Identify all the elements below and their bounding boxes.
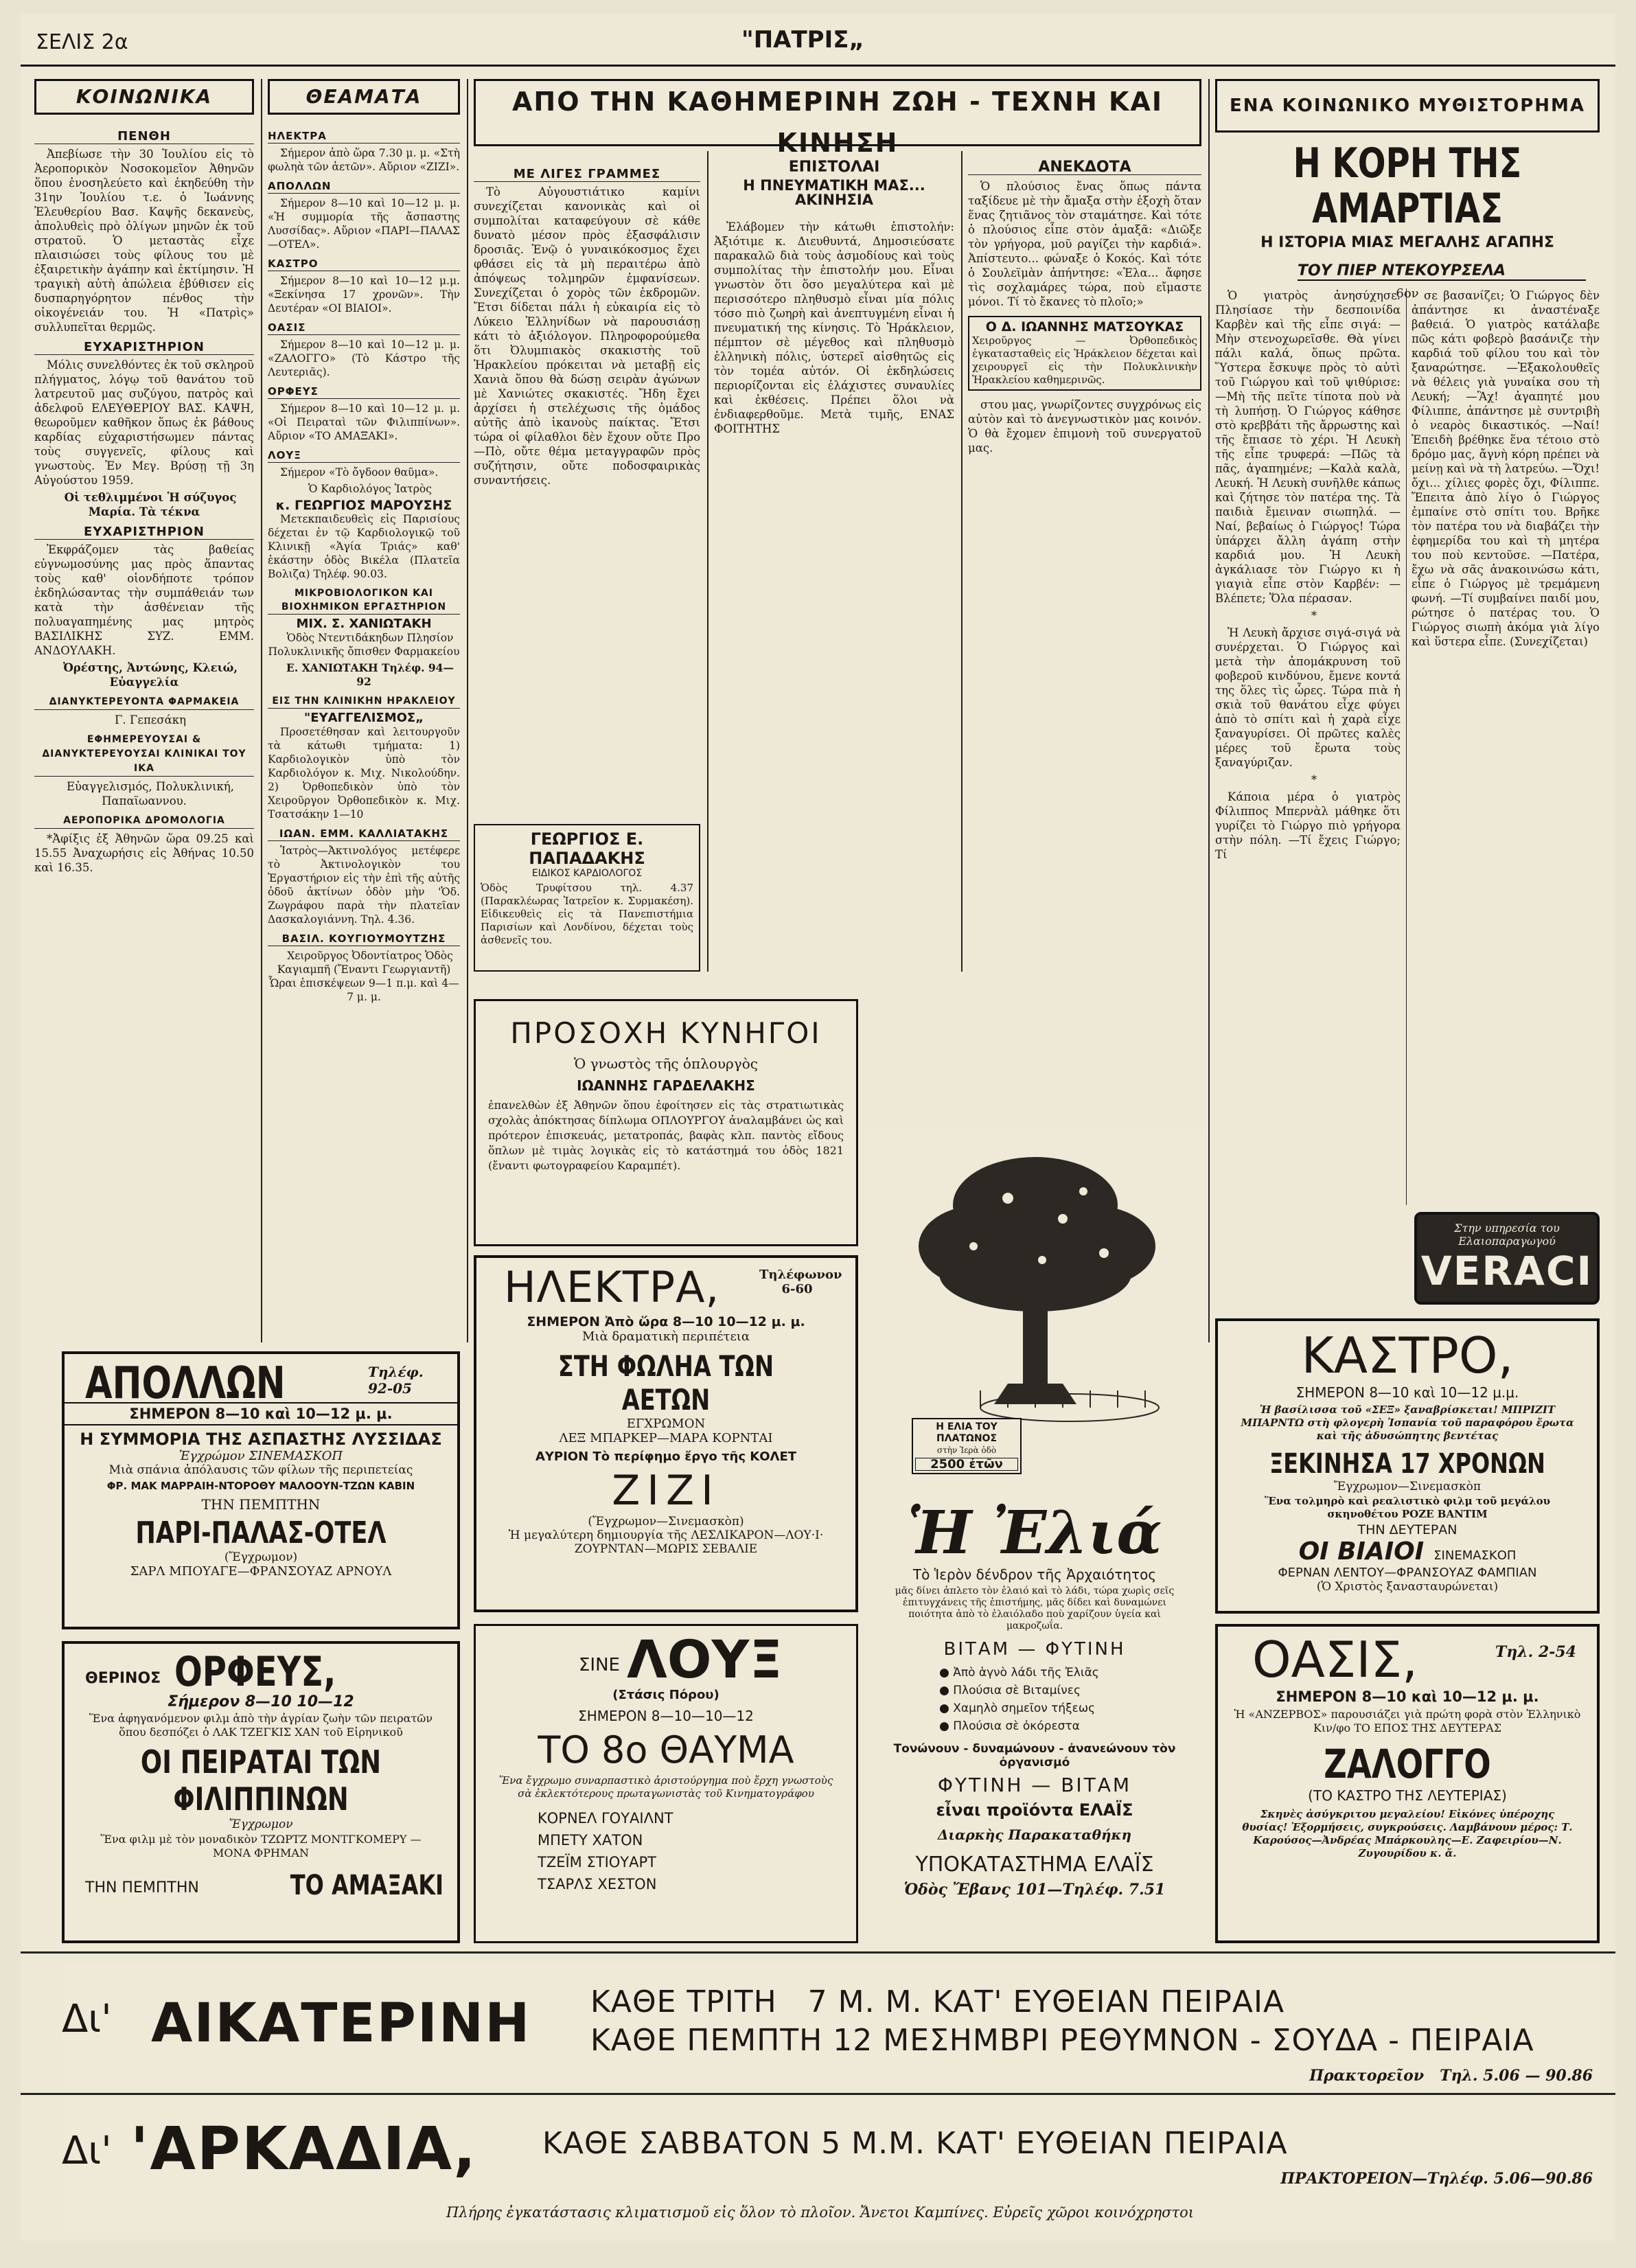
orfeus-ad: [62, 1641, 460, 1943]
daily-life-banner: [474, 79, 1201, 158]
oasis-film: ΖΑΛΟΓΓΟ: [1324, 1741, 1491, 1787]
lab-text: Ὁδὸς Ντεντιδάκηδων Πλησίον Πολυκλινικῆς ὄπισθεν Φαρμακείου: [268, 632, 460, 658]
efim-text: Εὐαγγελισμός, Πολυκλινική, Παπαϊωαννου.: [66, 780, 235, 807]
kastro-color2: ΣΙΝΕΜΑΣΚΟΠ: [1433, 1548, 1517, 1563]
oasis-times: ΣΗΜΕΡΟΝ 8—10 καὶ 10—12 μ. μ.: [1276, 1688, 1539, 1705]
elais-tag: Τονώνουν - δυναμώνουν - ἀνανεώνουν τὸν ὀργανισμό: [893, 1742, 1176, 1769]
penthi-text: Ἀπεβίωσε τὴν 30 Ἰουλίου εἰς τὸ Ἀεροπορικὸν Νοσοκομεῖον Ἀθηνῶν ὅπου ἐνοσηλεύετο καὶ ἐκηδεύθη τὴν 31ην Ἰουλίου τ.ε. ὁ Ἰωάννης Ἐλευθερίου Βασ. Καψῆς δεκανεὺς, ἀπολυθεὶς πρὸ ὀλίγων μηνῶν ἐκ τοῦ στρατοῦ. Ὁ μεταστὰς εἶχε πλαισιώσει τοὺς φίλους του μὲ ἐξαιρετικὴν ἀγάπην καὶ ἐκτίμησιν. Ἡ τραγικὴ αὐτὴ ἀπώλεια ἐβύθισεν εἰς δυσπαρηγόρητον πένθος τὴν οἰκογένειάν του. Ἡ «Πατρὶς» συλλυπεῖται θερμῶς.: [34, 148, 254, 334]
brief-title: ΜΕ ΛΙΓΕΣ ΓΡΑΜΜΕΣ: [474, 167, 700, 182]
novel-sep: *: [1311, 773, 1317, 786]
eux2-sign: Ὀρέστης, Ἀντώνης, Κλειώ, Εὐαγγελία: [62, 661, 238, 689]
lux-name: ΛΟΥΞ: [627, 1629, 783, 1690]
ilektra-name: ΗΛΕΚΤΡΑ,: [504, 1262, 720, 1312]
lux-cast-item: ΤΣΑΡΛΣ ΧΕΣΤΟΝ: [538, 1876, 657, 1892]
apollon-cast2: ΣΑΡΛ ΜΠΟΥΑΓΕ—ΦΡΑΝΣΟΥΑΖ ΑΡΝΟΥΛ: [130, 1564, 392, 1579]
penthi-title: ΠΕΝΘΗ: [34, 129, 254, 144]
doc3-text: Χειροῦργος Ὀδοντίατρος Ὁδὸς Καγιαμπῆ (Ἔναντι Γεωργιαντῆ) Ὧραι ἐπισκέψεων 9—1 π.μ. καὶ 4—7 μ. μ.: [268, 950, 459, 1003]
oasis-film-sub: (ΤΟ ΚΑΣΤΡΟ ΤΗΣ ΛΕΥΤΕΡΙΑΣ): [1308, 1787, 1507, 1804]
doc2-title: ΙΩΑΝ. ΕΜΜ. ΚΑΛΛΙΑΤΑΚΗΣ: [268, 827, 460, 841]
apollon-ad: [62, 1351, 460, 1629]
divider: [1208, 79, 1210, 1342]
clinic-name: "ΕΥΑΓΓΕΛΙΣΜΟΣ„: [303, 711, 424, 725]
novel-banner-title: ΕΝΑ ΚΟΙΝΩΝΙΚΟ ΜΥΘΙΣΤΟΡΗΜΑ: [1229, 95, 1586, 116]
ilektra-cast2: Ἡ μεγαλύτερη δημιουργία τῆς ΛΕΣΛΙΚΑΡΟΝ—ΛΟΥ·Ι· ΖΟΥΡΝΤΑΝ—ΜΩΡΙΣ ΣΕΒΑΛΙΕ: [508, 1528, 824, 1556]
elais-ad: [864, 1130, 1206, 1943]
apollon-next: ΤΗΝ ΠΕΜΠΤΗΝ: [201, 1496, 321, 1513]
elais-badge: Η ΕΛΙΑ ΤΟΥ ΠΛΑΤΩΝΟΣ στὴν Ἱερὰ ὁδὸ 2500 ἐτῶν: [912, 1418, 1022, 1474]
ilektra-tel: Τηλέφωνον 6-60: [759, 1268, 842, 1296]
letters-sub: Η ΠΝΕΥΜΑΤΙΚΗ ΜΑΣ... ΑΚΙΝΗΣΙΑ: [743, 177, 925, 208]
arkadia-office: ΠΡΑΚΤΟΡΕΙΟΝ—Τηλέφ. 5.06—90.86: [1280, 2170, 1593, 2188]
kastro-film: ΞΕΚΙΝΗΣΑ 17 ΧΡΟΝΩΝ: [1269, 1448, 1545, 1480]
brief-text: Τὸ Αὐγουστιάτικο καμίνι συνεχίζεται κανονικὰς καὶ οἱ συμπολίται καταφεύγουν σὲ κάθε δυνατὸ μέσον πρὸς ἐξασφάλισιν δροσιᾶς. Ἐνῷ ὁ γυναικόκοσμος ἔχει φθάσει εἰς τὰ μὴ περαιτέρω ἀπὸ ἀπόψεως τολμηρῶν ἐμφανίσεων. Συνεχίζεται ὁ χορὸς τῶν ἐκδρομῶν. Ἔτσι δίδεται πάλι ἡ εὐκαιρία εἰς τὸ Λύκειο Ἑλληνίδων νὰ παρουσιάσῃ κάτι τὸ ἀξιόλογον. Πληροφορούμεθα ὅτι Ὀλυμπιακὸς σκακιστὴς τοῦ Ἡρακλείου πρόκειται νὰ μεταβῇ εἰς Χανιὰ ὅπου θὰ δώσῃ σειρὰν ἀγώνων μὲ Χανιώτες σκακιστές. Ἤδη ἔχει ἀρχίσει ἡ στελέχωσις τῆς ὁμάδος αὐτῆς ἀπὸ ἱκανοὺς παίκτας. Ἔτσι τώρα οἱ φίλαθλοι δὲν ἔχουν οὔτε Προ—Πὸ, οὔτε θέμα μεταγγραφῶν πρὸς συζήτησιν, οὔτε ποδοσφαιρικὰς συναντήσεις.: [474, 185, 700, 487]
lab-name: ΜΙΧ. Σ. ΧΑΝΙΩΤΑΚΗ: [296, 617, 432, 631]
lux-cast-item: ΜΠΕΤΥ ΧΑΤΟΝ: [538, 1832, 643, 1848]
apollon-color: Ἐγχρώμον ΣΙΝΕΜΑΣΚΟΠ: [178, 1449, 343, 1463]
ilektra-film: ΣΤΗ ΦΩΛΗΑ ΤΩΝ ΑΕΤΩΝ: [557, 1349, 774, 1417]
header-rule: [21, 65, 1615, 67]
arkadia-foot: Πλήρης ἐγκατάστασις κλιματισμοῦ εἰς ὅλον τὸ πλοῖον. Ἄνετοι Καμπίνες. Εὐρεῖς χῶροι κοινόχρηστοι: [446, 2204, 1194, 2221]
apollon-desc: Μιὰ σπάνια ἀπόλαυσις τῶν φίλων τῆς περιπετείας: [108, 1463, 413, 1477]
air-text: *Ἀφίξις ἐξ Ἀθηνῶν ὥρα 09.25 καὶ 15.55 Ἀναχωρήσις εἰς Ἀθήνας 10.50 καὶ 16.35.: [34, 832, 254, 874]
orfeus-film: ΟΙ ΠΕΙΡΑΤΑΙ ΤΩΝ ΦΙΛΙΠΠΙΝΩΝ: [140, 1743, 382, 1818]
kynigoi-name: ΙΩΑΝΝΗΣ ΓΑΡΔΕΛΑΚΗΣ: [577, 1077, 755, 1094]
anecdotes-title: ΑΝΕΚΔΟΤΑ: [968, 160, 1201, 175]
kastro-name: ΚΑΣΤΡΟ,: [1301, 1327, 1514, 1384]
lux-ad: [474, 1624, 858, 1943]
shows-column: [268, 124, 460, 1332]
kastro-film2: ΟΙ ΒΙΑΙΟΙ: [1298, 1537, 1425, 1566]
veraci-ad: [1414, 1212, 1600, 1305]
efim-title: ΕΦΗΜΕΡΕΥΟΥΣΑΙ & ΔΙΑΝΥΚΤΕΡΕΥΟΥΣΑΙ ΚΛΙΝΙΚΑΙ ΤΟΥ ΙΚΑ: [34, 733, 254, 777]
apollon-name: ΑΠΟΛΛΩΝ: [85, 1358, 286, 1409]
arkadia-ad: [62, 2101, 1600, 2232]
clinic-title: ΕΙΣ ΤΗΝ ΚΛΙΝΙΚΗΝ ΗΡΑΚΛΕΙΟΥ: [268, 694, 460, 709]
novel-text3: Κάποια μέρα ὁ γιατρὸς Φίλιππος Μπερνὰλ μάθηκε ὅτι γυρίζει τὸ Γιώργο πιὸ γρήγορα στὴν πόλη. —Τί ἔχεις Γιώργο; Τί: [1215, 790, 1401, 861]
ilektra-cast: ΛΕΞ ΜΠΑΡΚΕΡ—ΜΑΡΑ ΚΟΡΝΤΑΙ: [559, 1431, 773, 1445]
oasis-desc2: Σκηνὲς ἀσύγκριτου μεγαλείου! Εἰκόνες ὑπέροχης θυσίας! Ἐξορμήσεις, συγκρούσεις. Λαμβάνουν μέρος: Τ. Καρούσος—Ἀνδρέας Μπάρκουλης—Ε. Ζαφειρίου—Ν. Ζυγουρίδου κ. ἄ.: [1242, 1808, 1573, 1859]
elais-bullets: [864, 1664, 1206, 1735]
show-item: ΟΑΣΙΣ Σήμερον 8—10 καὶ 10—12 μ. μ. «ΖΑΛΟΓΓΟ» (Τὸ Κάστρο τῆς Λευτεριᾶς).: [268, 321, 460, 378]
katerini-l1: ΚΑΘΕ ΤΡΙΤΗ 7 Μ. Μ. ΚΑΤ' ΕΥΘΕΙΑΝ ΠΕΙΡΑΙΑ: [590, 1984, 1285, 2019]
arkadia-name: 'ΑΡΚΑΔΙΑ,: [130, 2115, 477, 2184]
matsoukas-text: Χειροῦργος — Ὀρθοπεδικὸς ἐγκατασταθεὶς εἰς Ἡράκλειον δέχεται καὶ χειρουργεῖ εἰς τὴν Πολυκλινικὴν Ἡρακλείου καθημερινῶς.: [972, 334, 1197, 386]
kastro-ad: [1215, 1318, 1600, 1614]
veraci-pre: Στην υπηρεσία του Ελαιοπαραγωγού: [1454, 1222, 1560, 1248]
katerini-l2: ΚΑΘΕ ΠΕΜΠΤΗ 12 ΜΕΣΗΜΒΡΙ ΡΕΘΥΜΝΟΝ - ΣΟΥΔΑ - ΠΕΙΡΑΙΑ: [590, 2023, 1534, 2058]
page-header: [21, 21, 1615, 69]
novel-title: Η ΚΟΡΗ ΤΗΣ ΑΜΑΡΤΙΑΣ: [1293, 139, 1522, 233]
elais-store: ΥΠΟΚΑΤΑΣΤΗΜΑ ΕΛΑΪΣ: [915, 1853, 1154, 1877]
page-label: ΣΕΛΙΣ 2α: [36, 30, 128, 54]
papadakis-ad: [474, 824, 700, 972]
show-item: ΑΠΟΛΛΩΝ Σήμερον 8—10 καὶ 10—12 μ. μ. «Ἡ συμμορία τῆς ἄσπαστης Λυσσίδας». Αὔριον «ΠΑΡΙ—ΠΑΛΑΣ—ΟΤΕΛ».: [268, 180, 460, 251]
ilektra-ad: [474, 1255, 858, 1612]
anecdotes-text2: στου μας, γνωρίζοντες συγχρόνως εἰς αὐτὸν καὶ τὸ ἀνεγνωστικὸν μας κοινόν. Ὁ θὰ ἔχομεν ἐπιμονὴ τοῦ συνεργατοῦ μας.: [968, 398, 1201, 455]
katerini-pre: Δι': [62, 1997, 112, 2041]
orfeus-times: Σήμερον 8—10 10—12: [168, 1693, 354, 1710]
lab-name2: Ε. ΧΑΝΙΩΤΑΚΗ Τηλέφ. 94—92: [286, 661, 454, 688]
lux-place: (Στάσις Πόρου): [612, 1688, 719, 1702]
lab-title: ΜΙΚΡΟΒΙΟΛΟΓΙΚΟΝ ΚΑΙ ΒΙΟΧΗΜΙΚΟΝ ΕΡΓΑΣΤΗΡΙΟΝ: [268, 586, 460, 615]
oasis-ad: [1215, 1624, 1600, 1943]
elais-prod: εἶναι προϊόντα ΕΛΑΪΣ: [936, 1800, 1133, 1820]
lux-desc: Ἕνα ἔγχρωμο συναρπαστικὸ ἀριστούργημα ποὺ ἔρχη γνωστοὺς σὰ ἐκλεκτότερους πρωταγωνιστὰς τοῦ Κινηματογράφου: [498, 1774, 833, 1800]
air-title: ΑΕΡΟΠΟΡΙΚΑ ΔΡΟΜΟΛΟΓΙΑ: [34, 814, 254, 829]
kastro-desc: Ἡ βασίλισσα τοῦ «ΣΕΞ» ξαναβρίσκεται! ΜΠΡΙΖΙΤ ΜΠΑΡΝΤΩ στὴ φλογερὴ Ἰσπανία τοῦ παραφόρου ἔρωτα καὶ τῆς ἀδυσώπητης βεντέτας: [1241, 1404, 1574, 1442]
divider: [707, 151, 708, 972]
orfeus-name: ΟΡΦΕΥΣ,: [174, 1648, 336, 1696]
matsoukas-title: Ο Δ. ΙΩΑΝΝΗΣ ΜΑΤΣΟΥΚΑΣ: [985, 319, 1184, 334]
lux-cast-item: ΤΖΕΪΜ ΣΤΙΟΥΑΡΤ: [538, 1854, 656, 1870]
katerini-ad: [62, 1964, 1600, 2087]
letters-title: ΕΠΙΣΤΟΛΑΙ: [788, 159, 880, 176]
divider: [961, 151, 963, 972]
lux-cast-list: [476, 1807, 856, 1895]
divider: [467, 79, 468, 1342]
kastro-note2: (Ὁ Χριστὸς ξανασταυρώνεται): [1316, 1580, 1499, 1594]
anecdotes-text: Ὁ πλούσιος ἔνας ὅπως πάντα ταξίδευε μὲ τὴν ἄμαξα στὴν ἐξοχὴ ὅταν ἕνας ζητιᾶνος τὸν σταμάτησε. Καὶ τότε ὁ πλούσιος εἶπε στὸν ἀμαξᾶ: «Διῶξε τὸν γρήγορα, μοῦ ραγίζει τὴν καρδιά». Ἀπίστευτο... φώναξε ὁ Κοκός. Καὶ τότε ὁ Σουλεϊμὰν ἀπήντησε: «Ἐλα... ἄφησε τὶς σοχλαμάρες τώρα, ποὺ εἴμαστε μόνοι. Τί τὸ ἔκανες τὸ πλοῖο;»: [968, 180, 1201, 308]
apollon-times: ΣΗΜΕΡΟΝ 8—10 καὶ 10—12 μ. μ.: [65, 1402, 457, 1425]
kynigoi-sub: Ὁ γνωστὸς τῆς ὁπλουργὸς: [574, 1055, 758, 1072]
orfeus-desc2: Ἕνα φιλμ μὲ τὸν μοναδικὸν ΤΖΩΡΤΖ ΜΟΝΤΓΚΟΜΕΡΥ — ΜΟΝΑ ΦΡΗΜΑΝ: [100, 1833, 422, 1859]
apollon-cast: ΦΡ. ΜΑΚ ΜΑΡΡΑΙΗ-ΝΤΟΡΟΘΥ ΜΑΛΟΟΥΝ-ΤΖΩΝ ΚΑΒΙΝ: [106, 1480, 415, 1492]
eux1-text: Μόλις συνελθόντες ἐκ τοῦ σκληροῦ πλήγματος, λόγῳ τοῦ θανάτου τοῦ λατρευτοῦ μας συζύγου, πατρὸς καὶ ἀδελφοῦ ΕΛΕΥΘΕΡΙΟΥ ΒΑΣ. ΚΑΨΗ, θεωροῦμεν καθῆκον ὅπως ἐκ βάθους καρδίας εὐχαριστήσωμεν πάντας τοὺς συγγενεῖς, φίλους καὶ γνωστοὺς. Ἐν Μεγ. Βρύσῃ τῇ 3η Αὐγούστου 1959.: [34, 358, 254, 487]
elais-bullet: ● Πλούσια σὲ ὀκόρεστα: [939, 1719, 1080, 1733]
doc1-top: Ὁ Καρδιολόγος Ἰατρὸς: [308, 483, 432, 495]
newspaper-page: [21, 14, 1615, 2241]
matsoukas-ad: [968, 316, 1201, 391]
apollon-film2: ΠΑΡΙ-ΠΑΛΑΣ-ΟΤΕΛ: [135, 1515, 387, 1550]
eux1-title: ΕΥΧΑΡΙΣΤΗΡΙΟΝ: [34, 340, 254, 355]
ilektra-color2: (Ἔγχρωμον—Σινεμασκὸπ): [588, 1515, 744, 1528]
katerini-office: Πρακτορεῖον Τηλ. 5.06 — 90.86: [1309, 2067, 1593, 2085]
pharm-title: ΔΙΑΝΥΚΤΕΡΕΥΟΝΤΑ ΦΑΡΜΑΚΕΙΑ: [34, 695, 254, 710]
pharm-text: Γ. Γεπεσάκη: [115, 713, 186, 726]
doc1-text: Μετεκπαιδευθεὶς εἰς Παρισίους δέχεται ἐν τῷ Καρδιολογικῷ τοῦ Κλινικῇ «Ἁγία Τριάς» καθ' ἑκάστην ὁδὸς Βικέλα (Πλατεῖα Βολιζα) Τηλέφ. 90.03.: [268, 513, 460, 580]
elais-text: μᾶς δίνει ἀπλετο τὸν ἐλαιό καὶ τὸ λάδι, τώρα χωρὶς σεῖς ἐπιτυγχάνεις τῆς ἐπιστήμης, μᾶς δίδει καὶ δυναμώνει ποιότητα ἀπὸ τὸ ἐλαιόλαδο ποὺ χαρίζουν ὑγεία καὶ μακροζωΐα.: [895, 1585, 1175, 1631]
novel-col-a: [1215, 288, 1401, 1205]
show-item: ΗΛΕΚΤΡΑ Σήμερον ἀπὸ ὥρα 7.30 μ. μ. «Στὴ φωληὰ τῶν ἀετῶν». Αὔριον «ΖΙΖΙ».: [268, 130, 460, 173]
elais-logo: Ἡ Ἐλιά: [907, 1498, 1162, 1568]
eux2-title: ΕΥΧΑΡΙΣΤΗΡΙΟΝ: [34, 525, 254, 540]
katerini-name: ΑΙΚΑΤΕΡΙΝΗ: [151, 1993, 531, 2054]
veraci-logo: VERACI: [1420, 1248, 1593, 1294]
divider: [261, 79, 262, 1342]
kynigoi-title: ΠΡΟΣΟΧΗ ΚΥΝΗΓΟΙ: [510, 1016, 822, 1050]
kastro-next: ΤΗΝ ΔΕΥΤΕΡΑΝ: [1357, 1522, 1458, 1537]
kastro-cast2: ΦΕΡΝΑΝ ΛΕΝΤΟΥ—ΦΡΑΝΣΟΥΑΖ ΦΑΜΠΙΑΝ: [1278, 1566, 1537, 1580]
elais-brand: ΒΙΤΑΜ — ΦΥΤΙΝΗ: [943, 1639, 1126, 1660]
eux2-text: Ἐκφράζομεν τὰς βαθείας εὐγνωμοσύνης μας πρὸς ἅπαντας τοὺς καθ' οἱονδήποτε τρόπον ἐκδηλώσαντας τὴν συμπάθειάν των κατὰ τὴν ἀσθένειαν τῆς πολυαγαπημένης μας μητρὸς ΒΑΣΙΛΙΚΗΣ ΣΥΖ. ΕΜΜ. ΑΝΔΟΥΛΑΚΗ.: [34, 543, 254, 657]
show-item: ΚΑΣΤΡΟ Σήμερον 8—10 καὶ 10—12 μ.μ. «Ξεκίνησα 17 χρονῶν». Τὴν Δευτέραν «ΟΙ ΒΙΑΙΟΙ».: [268, 257, 460, 314]
divider: [21, 1951, 1615, 1954]
clinic-text: Προσετέθησαν καὶ λειτουργοῦν τὰ κάτωθι τμήματα: 1) Καρδιολογικὸν ὑπὸ τὸν Καρδιολόγον κ. Μιχ. Νικολούδην. 2) Ὀρθοπεδικὸν ὑπὸ τὸν Χειροῦργον Ὀρθοπεδικὸν κ. Μιχ. Τσατσάκην 1—10: [268, 726, 460, 821]
oasis-desc: Ἡ «ΑΝΖΕΡΒΟΣ» παρουσιάζει γιὰ πρώτη φορὰ στὸν Ἑλληνικὸ Κιν/φο ΤΟ ΕΠΟΣ ΤΗΣ ΔΕΥΤΕΡΑΣ: [1234, 1708, 1581, 1734]
elais-sub: Τὸ Ἱερὸν δένδρον τῆς Ἀρχαιότητος: [912, 1566, 1157, 1583]
divider: [21, 2093, 1615, 2095]
lux-pre: ΣΙΝΕ: [579, 1655, 620, 1675]
kynigoi-ad: [474, 999, 858, 1246]
eux1-sign: Οἱ τεθλιμμένοι Ἡ σύζυγος Μαρία. Τὰ τέκνα: [64, 491, 237, 518]
shows-header-box: [268, 79, 460, 115]
orfeus-next: ΤΗΝ ΠΕΜΠΤΗΝ: [85, 1879, 199, 1897]
newspaper-name: "ΠΑΤΡΙΣ„: [741, 26, 864, 54]
papadakis-sub: ΕΙΔΙΚΟΣ ΚΑΡΔΙΟΛΟΓΟΣ: [531, 868, 643, 879]
show-item: ΟΡΦΕΥΣ Σήμερον 8—10 καὶ 10—12 μ. μ. «Οἱ Πειραταὶ τῶν Φιλιππίνων». Αὔριον «ΤΟ ΑΜΑΞΑΚΙ».: [268, 385, 460, 442]
novel-subtitle: Η ΙΣΤΟΡΙΑ ΜΙΑΣ ΜΕΓΑΛΗΣ ΑΓΑΠΗΣ: [1260, 234, 1554, 251]
lux-film: ΤΟ 8ο ΘΑΥΜΑ: [538, 1728, 794, 1772]
elais-addr: Ὁδὸς Ἔβανς 101—Τηλέφ. 7.51: [903, 1881, 1166, 1899]
novel-banner: [1215, 79, 1600, 133]
papadakis-name: ΓΕΩΡΓΙΟΣ Ε. ΠΑΠΑΔΑΚΗΣ: [529, 829, 645, 868]
daily-life-title: ΑΠΟ ΤΗΝ ΚΑΘΗΜΕΡΙΝΗ ΖΩΗ - ΤΕΧΝΗ ΚΑΙ ΚΙΝΗΣΗ: [512, 87, 1163, 158]
apollon-tel: Τηλέφ. 92-05: [368, 1364, 424, 1397]
ilektra-times: ΣΗΜΕΡΟΝ Ἀπὸ ὥρα 8—10 10—12 μ. μ.: [527, 1314, 805, 1329]
novel-heading: [1215, 141, 1600, 301]
orfeus-film2: ΤΟ ΑΜΑΞΑΚΙ: [290, 1870, 443, 1901]
novel-text1: Ὁ γιατρὸς ἀνησύχησε. Πλησίασε τὴν δεσποινίδα Καρβὲν καὶ τῆς εἶπε σιγά: —Μὴν στενοχωρεῖσθε. Θὰ γίνει πάλι καλά, ὅπως πρῶτα. Ὕστερα ἔσκυψε πρὸς τὸ αὐτὶ τοῦ Γιώργου καὶ τοῦ ψιθύρισε: —Μὴ τῆς πεῖτε τίποτα ποὺ νὰ τὴ λυπήσῃ. Ὁ Γιώργος κάθησε στὸ κρεββάτι τῆς ἄρρωστης καὶ τῆς ἔπιασε τὸ χέρι. Ἡ Λευκὴ τῆς εἶπε τρυφερά: —Πῶς τὰ πᾶς, ἀγαπημένε; —Καλὰ καλὰ, Λευκή. Ἡ Λευκὴ συνῆλθε κάπως καὶ ζήτησε τὸν πατέρα της. Τὰ παιδιὰ ἔμειναν σιωπηλά. —Ναί, βεβαίως ὁ Γιώργος! Τώρα ὑπάρχει ἄλλη ἀγάπη στὴν καρδιά μου. Ἡ Λευκὴ ἀγκάλιασε τὸν Γιώργο κι ἡ γιαγιὰ εἶπε στὸν Καρβέν: —Βλέπετε; Ὅλα πέρασαν.: [1215, 289, 1401, 605]
elais-brand2: ΦΥΤΙΝΗ — ΒΙΤΑΜ: [937, 1774, 1132, 1796]
oasis-tel: Τηλ. 2-54: [1495, 1643, 1576, 1661]
doc1-name: κ. ΓΕΩΡΓΙΟΣ ΜΑΡΟΥΣΗΣ: [275, 498, 452, 513]
lux-cast-item: ΚΟΡΝΕΛ ΓΟΥΑΙΛΝΤ: [538, 1810, 673, 1826]
ilektra-film2: ΖΙΖΙ: [612, 1467, 720, 1515]
kastro-desc2: Ἕνα τολμηρὸ καὶ ρεαλιστικὸ φιλμ τοῦ μεγάλου σκηνοθέτου ΡΟΖΕ ΒΑΝΤΙΜ: [1265, 1495, 1550, 1520]
oasis-name: ΟΑΣΙΣ,: [1252, 1631, 1418, 1688]
olive-tree-illustration: [905, 1143, 1166, 1432]
apollon-color2: (Ἔγχρωμον): [224, 1550, 298, 1564]
novel-text2: Ἡ Λευκὴ ἄρχισε σιγά-σιγά νὰ συνέρχεται. Ὁ Γιώργος καὶ μετὰ τὴν ἀπομάκρυνση τοῦ φοβεροῦ κινδύνου, ἔμενε κοντά της ὅλες τὶς ὧρες. Τώρα πιὰ ἡ σκιὰ τοῦ θανάτου εἶχε φύγει ἀπὸ τὸ σπίτι καὶ ἡ χαρὰ εἶχε ξαναγυρίσει. Οἱ πρῶτες καλὲς μέρες τοῦ ἔρωτα τοὺς ξαναγύριζαν.: [1215, 626, 1401, 769]
doc2-text: Ἰατρὸς—Ἀκτινολόγος μετέφερε τὸ Ἀκτινολογικὸν του Ἐργαστήριον εἰς τὴν ἐπὶ τῆς αὐτῆς ὁδοῦ ἀκτίνων ὁδὸν μὴν 'Ὁδ. Ζωγράφου παρὰ τὴν πλατεῖαν Δασκαλογιάννη. Τηλ. 4.36.: [268, 845, 460, 926]
elais-bullet: ● Πλούσια σὲ Βιταμίνες: [939, 1684, 1081, 1697]
novel-chapter: 6ον: [1396, 286, 1419, 301]
social-header-box: [34, 79, 254, 115]
novel-sep: *: [1311, 609, 1317, 622]
papadakis-text: Ὁδὸς Τρυφίτσου τηλ. 4.37 (Παρακλέωρας Ἰατρεῖον κ. Συρμακέση). Εἰδικευθεὶς εἰς τὰ Πανεπιστήμια Παρισίων καὶ Λονδίνου, δέχεται τοὺς ἀσθενεῖς του.: [481, 882, 693, 946]
novel-text4: σε βασανίζει; Ὁ Γιώργος δὲν ἀπάντησε κι ἀναστέναξε βαθειά. Ὁ γιατρὸς κατάλαβε πῶς κάτι φοβερὸ βασάνιζε τὴν καρδιά τοῦ φίλου του καὶ τὸν ξαναρώτησε. —Ἐξακολουθεῖς νὰ θέλεις γιὰ γυναίκα σου τὴ Λευκή; —Ἂχ! ἀγαπητέ μου Φίλιππε, ἀπάντησε μὲ συντριβὴ ὁ νεαρὸς δικαστικός. —Ναί! Ἐπειδὴ βρέθηκε ἕνα τέτοιο στὸ δρόμο μας, ἄγνὴ κόρη πρέπει νὰ μείνῃ καὶ νὰ τὴ λατρεύω. —Ὄχι! ὄχι... χίλιες φορὲς ὄχι, Φίλιππε. Ἔπειτα ἀπὸ λίγο ὁ Γιώργος ἐμπαίνε στὸ σπίτι του. Βρῆκε τὸν πατέρα του νὰ διαβάζει τὴν ἐφημερίδα του καὶ τὴ μητέρα του ποὺ κεντοῦσε. —Πατέρα, ἔχω νὰ σᾶς ἀνακοινώσω κάτι, εἶπε ὁ Γιώργος μὲ τρεμάμενη φωνή. —Τί συμβαίνει παιδί μου, ρώτησε ὁ πατέρας του. Ὁ Γιώργος σιωπὴ ἀκόμα γιὰ λίγο καὶ ὕστερα εἶπε. (Συνεχίζεται): [1412, 289, 1600, 648]
arkadia-l1: ΚΑΘΕ ΣΑΒΒΑΤΟΝ 5 Μ.Μ. ΚΑΤ' ΕΥΘΕΙΑΝ ΠΕΙΡΑΙΑ: [542, 2126, 1288, 2161]
social-column: [34, 124, 254, 1263]
doc3-title: ΒΑΣΙΛ. ΚΟΥΓΙΟΥΜΟΥΤΖΗΣ: [268, 932, 460, 946]
elais-bullet: ● Χαμηλὸ σημεῖον τήξεως: [939, 1702, 1096, 1715]
novel-col-b: [1412, 288, 1600, 1209]
orfeus-desc: Ἕνα ἀφηγανόμενον φιλμ ἀπὸ τὴν ἀγρίαν ζωὴν τῶν πειρατῶν ὅπου δεσπόζει ὁ ΛΑΚ ΤΖΕΓΚΙΣ ΧΑΝ τοῦ Εἰρηνικοῦ: [89, 1712, 433, 1739]
orfeus-pre: ΘΕΡΙΝΟΣ: [85, 1670, 161, 1687]
lux-times: ΣΗΜΕΡΟΝ 8—10—10—12: [578, 1708, 754, 1724]
ilektra-desc: Μιὰ δραματικὴ περιπέτεια: [581, 1329, 750, 1344]
show-item: ΛΟΥΞ Σήμερον «Τὸ ὄγδοον θαῦμα».: [268, 448, 460, 479]
divider: [1406, 288, 1407, 1205]
kynigoi-text: ἐπανελθὼν ἐξ Ἀθηνῶν ὅπου ἐφοίτησεν εἰς τὰς στρατιωτικὰς σχολὰς ἀπόκτησας δίπλωμα ΟΠΛΟΥΡΓΟΥ ἀναλαμβάνει ὡς καὶ πρότερον ἐπισκευάς, μετατροπάς, βαφὰς κλπ. παντὸς εἴδους ὅπλων μὲ τιμὰς λογικὰς εἰς τὸ κατάστημά του ὁδὸς 1821 (ἔναντι φωτογραφείου Καραμπέτ).: [488, 1099, 844, 1172]
apollon-film: Η ΣΥΜΜΟΡΙΑ ΤΗΣ ΑΣΠΑΣΤΗΣ ΛΥΣΣΙΔΑΣ: [80, 1430, 442, 1449]
social-title: ΚΟΙΝΩΝΙΚΑ: [76, 85, 213, 108]
elais-bullet: ● Ἀπὸ ἁγνὸ λάδι τῆς Ἐλιᾶς: [939, 1666, 1099, 1680]
orfeus-color: Ἔγχρωμον: [229, 1818, 293, 1831]
kastro-times: ΣΗΜΕΡΟΝ 8—10 καὶ 10—12 μ.μ.: [1295, 1384, 1519, 1401]
ilektra-color: ΕΓΧΡΩΜΟΝ: [626, 1417, 706, 1431]
arkadia-pre: Δι': [62, 2129, 112, 2173]
letters-column: [714, 154, 954, 972]
letters-text: Ἐλάβομεν τὴν κάτωθι ἐπιστολήν: Ἀξιότιμε κ. Διευθυντά, Δημοσιεύσατε παρακαλῶ διὰ τοὺς ἀσμοδίους καὶ τοὺς συμπολίτας τὴν ἐπιστολήν μου. Εἶναι γνωστὸν ὅτι ὅσο μεγαλύτερα καὶ μὲ περισσότερο πληθυσμὸ εἶναι μία πόλις τόσο πιὸ ζωηρὴ καὶ ἀνεπτυγμένη εἶναι ἡ πνευματική της κίνησις. Τὸ Ἡράκλειον, πέμπτον σὲ μέγεθος καὶ πληθυσμὸ ἑλληνικὴ πόλις, ὑστερεῖ αἰσθητῶς εἰς τὸν τομέα αὐτόν. Οἱ ἐκδηλώσεις περιορίζονται εἰς ἐλάχιστες συναυλίες καὶ ἐκθέσεις. Πρέπει ὅλοι νὰ ἐνδιαφερθοῦμε. Μετὰ τιμῆς, ΕΝΑΣ ΦΟΙΤΗΤΗΣ: [714, 220, 954, 435]
elais-dist: Διαρκὴς Παρακαταθήκη: [937, 1826, 1132, 1843]
shows-title: ΘΕΑΜΑΤΑ: [306, 85, 422, 108]
kastro-color: Ἔγχρωμον—Σινεμασκὸπ: [1333, 1480, 1482, 1493]
anecdotes-column: [968, 154, 1201, 972]
novel-author: ΤΟΥ ΠΙΕΡ ΝΤΕΚΟΥΡΣΕΛΑ: [1298, 262, 1586, 281]
ilektra-next: ΑΥΡΙΟΝ Τὸ περίφημο ἔργο τῆς ΚΟΛΕΤ: [535, 1450, 797, 1464]
